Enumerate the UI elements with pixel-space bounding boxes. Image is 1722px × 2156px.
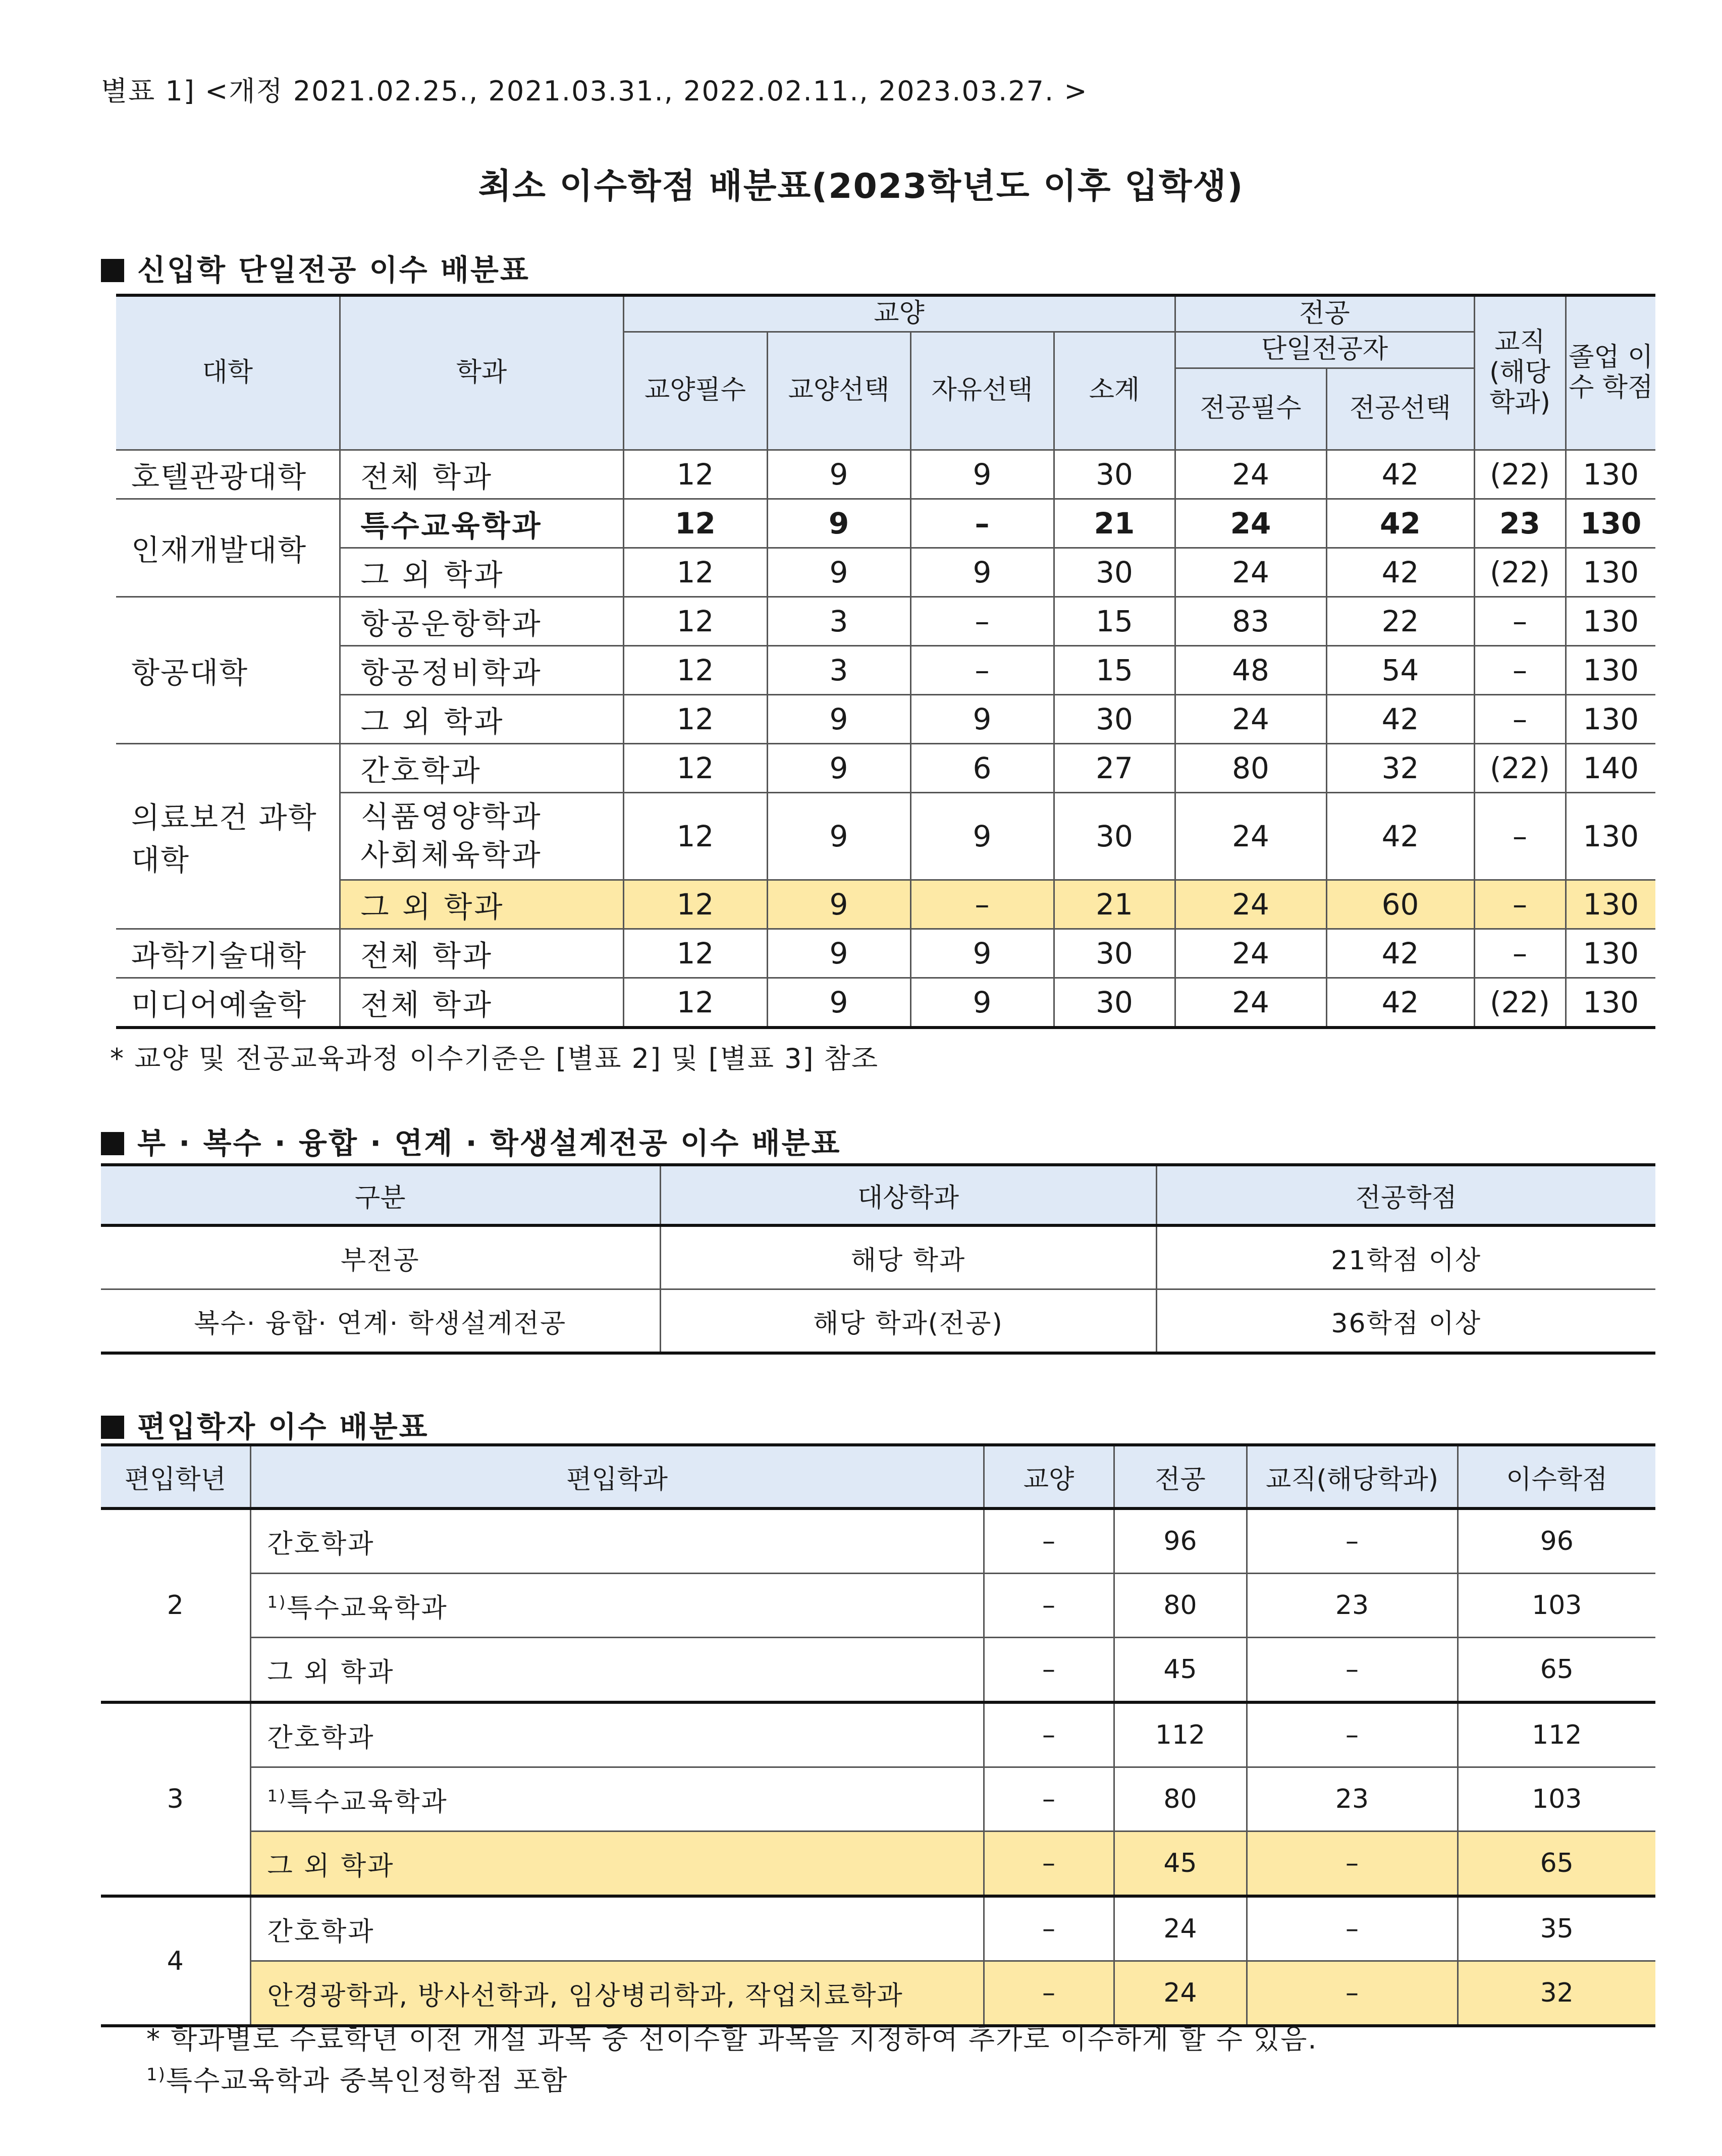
cell: 12 [623, 645, 767, 694]
cell: 3 [767, 645, 910, 694]
table-row [101, 1767, 1655, 1831]
cell: 15 [1054, 597, 1175, 645]
table-row [116, 978, 1655, 1028]
cell: 12 [623, 978, 767, 1028]
college-name: 의료보건 과학대학 [116, 743, 340, 929]
cell: 30 [1054, 450, 1175, 499]
section1-title: 신입학 단일전공 이수 배분표 [137, 253, 530, 287]
cell: 130 [1566, 450, 1655, 499]
dept-name: 특수교육학과 [287, 1593, 448, 1624]
cell: – [1474, 597, 1566, 645]
col-transfer-year: 편입학년 [101, 1445, 250, 1508]
cell: (22) [1474, 548, 1566, 597]
cell: 9 [767, 978, 910, 1028]
cell: 112 [1458, 1702, 1655, 1767]
cell: – [984, 1767, 1114, 1831]
footnote-mark: 1) [146, 2065, 166, 2085]
cell: 12 [623, 694, 767, 743]
square-bullet-icon [101, 1132, 124, 1155]
dept-name: 그 외 학과 [340, 880, 623, 929]
section3-heading [101, 1403, 429, 1445]
col-lib-required: 교양필수 [623, 332, 767, 450]
cell: 9 [767, 499, 910, 548]
cell: 9 [767, 792, 910, 880]
table-row [116, 792, 1655, 880]
cell: 9 [910, 978, 1054, 1028]
col-major-required: 전공필수 [1175, 368, 1326, 450]
cell: 80 [1114, 1767, 1247, 1831]
dept-name: 식품영양학과 사회체육학과 [340, 792, 623, 880]
transfer-table [101, 1443, 1655, 2027]
cell: – [984, 1896, 1114, 1961]
cell: 42 [1326, 548, 1474, 597]
dept-name: 안경광학과, 방사선학과, 임상병리학과, 작업치료학과 [250, 1961, 984, 2026]
cell: 130 [1566, 792, 1655, 880]
cell: 해당 학과 [660, 1225, 1156, 1289]
table-row [116, 548, 1655, 597]
document-title: 최소 이수학점 배분표(2023학년도 이후 입학생) [478, 167, 1244, 206]
cell: 24 [1175, 694, 1326, 743]
cell: 9 [910, 792, 1054, 880]
cell: 9 [767, 929, 910, 978]
dept-name: 그 외 학과 [340, 548, 623, 597]
col-major-elective: 전공선택 [1326, 368, 1474, 450]
table-row-highlighted [116, 880, 1655, 929]
cell: 3 [767, 597, 910, 645]
cell: 12 [623, 548, 767, 597]
dept-name: 항공정비학과 [340, 645, 623, 694]
cell: (22) [1474, 978, 1566, 1028]
cell: – [1247, 1508, 1458, 1574]
cell: 48 [1175, 645, 1326, 694]
cell: 24 [1175, 548, 1326, 597]
cell: 130 [1566, 597, 1655, 645]
cell: 130 [1566, 499, 1655, 548]
cell: 9 [767, 548, 910, 597]
dept-name: 그 외 학과 [250, 1831, 984, 1897]
dept-name: 간호학과 [340, 743, 623, 792]
cell: 15 [1054, 645, 1175, 694]
cell: 130 [1566, 694, 1655, 743]
cell: (22) [1474, 450, 1566, 499]
table-row [101, 1508, 1655, 1574]
cell: 96 [1458, 1508, 1655, 1574]
table-row [116, 929, 1655, 978]
cell: 9 [767, 694, 910, 743]
dept-name: 그 외 학과 [340, 694, 623, 743]
col-credits: 이수학점 [1458, 1445, 1655, 1508]
table-row [101, 1289, 1655, 1354]
cell: 21 [1054, 499, 1175, 548]
cell: 12 [623, 450, 767, 499]
square-bullet-icon [101, 1416, 124, 1439]
cell: 30 [1054, 929, 1175, 978]
table-row [116, 597, 1655, 645]
cell: 27 [1054, 743, 1175, 792]
cell: – [910, 880, 1054, 929]
dept-name: 전체 학과 [340, 929, 623, 978]
cell: 21 [1054, 880, 1175, 929]
table-row [116, 499, 1655, 548]
cell: 42 [1326, 450, 1474, 499]
cell: 12 [623, 597, 767, 645]
cell: 22 [1326, 597, 1474, 645]
table-row [101, 1225, 1655, 1289]
cell: 65 [1458, 1638, 1655, 1703]
dept-name: 전체 학과 [340, 450, 623, 499]
col-teaching: 교직 (해당 학과) [1474, 295, 1566, 450]
cell: 130 [1566, 645, 1655, 694]
cell: 45 [1114, 1638, 1247, 1703]
cell: 9 [910, 694, 1054, 743]
col-major: 전공 [1114, 1445, 1247, 1508]
cell: 12 [623, 929, 767, 978]
cell: 23 [1247, 1574, 1458, 1638]
cell: 42 [1326, 978, 1474, 1028]
cell: – [910, 499, 1054, 548]
table-row [101, 1702, 1655, 1767]
dept-name: 그 외 학과 [250, 1638, 984, 1703]
cell: 9 [910, 548, 1054, 597]
section2-heading [101, 1119, 841, 1162]
cell: 9 [767, 743, 910, 792]
cell: 96 [1114, 1508, 1247, 1574]
dept-name: 간호학과 [250, 1896, 984, 1961]
cell: 130 [1566, 929, 1655, 978]
cell: 24 [1175, 450, 1326, 499]
dept-name: 간호학과 [250, 1508, 984, 1574]
table-row [116, 743, 1655, 792]
footnote-1 [146, 2059, 568, 2098]
cell: (22) [1474, 743, 1566, 792]
table-row [116, 450, 1655, 499]
dept-name: 전체 학과 [340, 978, 623, 1028]
cell: 24 [1114, 1896, 1247, 1961]
col-college: 대학 [116, 295, 340, 450]
cell: 9 [910, 450, 1054, 499]
cell: 42 [1326, 499, 1474, 548]
cell: 24 [1175, 792, 1326, 880]
cell: – [1474, 929, 1566, 978]
college-name: 인재개발대학 [116, 499, 340, 597]
multi-major-table [101, 1163, 1655, 1355]
cell: 130 [1566, 548, 1655, 597]
year-cell: 4 [101, 1896, 250, 2026]
cell: 36학점 이상 [1156, 1289, 1655, 1354]
cell: 42 [1326, 694, 1474, 743]
cell: – [1247, 1702, 1458, 1767]
col-transfer-dept: 편입학과 [250, 1445, 984, 1508]
cell: 42 [1326, 929, 1474, 978]
table-row-highlighted [101, 1961, 1655, 2026]
cell: 12 [623, 792, 767, 880]
year-cell: 3 [101, 1702, 250, 1896]
table-row [101, 1574, 1655, 1638]
cell: – [1474, 792, 1566, 880]
cell: – [1247, 1961, 1458, 2026]
cell: 45 [1114, 1831, 1247, 1897]
cell: 23 [1247, 1767, 1458, 1831]
cell: 12 [623, 499, 767, 548]
cell: 24 [1175, 929, 1326, 978]
cell: – [1247, 1896, 1458, 1961]
section1-heading [101, 246, 530, 289]
footnote-mark: 1) [267, 1592, 287, 1612]
section3-title: 편입학자 이수 배분표 [137, 1410, 429, 1444]
cell: 103 [1458, 1574, 1655, 1638]
col-subtotal: 소계 [1054, 332, 1175, 450]
col-group-single-major: 단일전공자 [1175, 332, 1474, 368]
col-lib-elective: 교양선택 [767, 332, 910, 450]
cell: 30 [1054, 694, 1175, 743]
cell: 130 [1566, 880, 1655, 929]
table-row [116, 694, 1655, 743]
footnote-text: 특수교육학과 중복인정학점 포함 [166, 2065, 568, 2096]
table-row [101, 1896, 1655, 1961]
cell: 24 [1175, 978, 1326, 1028]
cell: 32 [1326, 743, 1474, 792]
cell: 80 [1114, 1574, 1247, 1638]
cell: 12 [623, 743, 767, 792]
section1-note: * 교양 및 전공교육과정 이수기준은 [별표 2] 및 [별표 3] 참조 [110, 1043, 879, 1074]
cell: – [1474, 880, 1566, 929]
cell: – [984, 1638, 1114, 1703]
col-graduation: 졸업 이수 학점 [1566, 295, 1655, 450]
cell: – [1474, 645, 1566, 694]
col-free-elective: 자유선택 [910, 332, 1054, 450]
cell: 130 [1566, 978, 1655, 1028]
cell: 12 [623, 880, 767, 929]
dept-name-with-footnote [250, 1767, 984, 1831]
college-name: 미디어예술학 [116, 978, 340, 1028]
col-category: 구분 [101, 1165, 660, 1225]
dept-name: 간호학과 [250, 1702, 984, 1767]
college-name: 과학기술대학 [116, 929, 340, 978]
cell: – [984, 1702, 1114, 1767]
col-group-major: 전공 [1175, 295, 1474, 332]
revision-note: 별표 1] <개정 2021.02.25., 2021.03.31., 2022.02.11., 2023.03.27. > [101, 75, 1088, 107]
dept-name-with-footnote [250, 1574, 984, 1638]
cell: 35 [1458, 1896, 1655, 1961]
single-major-table [116, 294, 1655, 1029]
cell: 9 [910, 929, 1054, 978]
dept-name: 특수교육학과 [340, 499, 623, 548]
cell: – [910, 597, 1054, 645]
footnote-mark: 1) [267, 1786, 287, 1806]
cell: 24 [1114, 1961, 1247, 2026]
col-liberal: 교양 [984, 1445, 1114, 1508]
cell: 112 [1114, 1702, 1247, 1767]
cell: 30 [1054, 978, 1175, 1028]
cell: 54 [1326, 645, 1474, 694]
table-row-highlighted [101, 1831, 1655, 1897]
cell: 24 [1175, 499, 1326, 548]
cell: 24 [1175, 880, 1326, 929]
col-group-liberal: 교양 [623, 295, 1175, 332]
cell: 복수· 융합· 연계· 학생설계전공 [101, 1289, 660, 1354]
section3-note: * 학과별로 수료학년 이전 개설 과목 중 선이수할 과목을 지정하여 추가로 이수하게 할 수 있음. [146, 2023, 1318, 2055]
cell: – [984, 1961, 1114, 2026]
cell: 30 [1054, 548, 1175, 597]
cell: – [910, 645, 1054, 694]
col-dept: 학과 [340, 295, 623, 450]
section2-title: 부 · 복수 · 융합 · 연계 · 학생설계전공 이수 배분표 [137, 1126, 841, 1160]
cell: 9 [767, 450, 910, 499]
col-major-credits: 전공학점 [1156, 1165, 1655, 1225]
cell: – [1247, 1831, 1458, 1897]
col-target-dept: 대상학과 [660, 1165, 1156, 1225]
cell: 65 [1458, 1831, 1655, 1897]
cell: – [984, 1831, 1114, 1897]
college-name: 호텔관광대학 [116, 450, 340, 499]
cell: – [1247, 1638, 1458, 1703]
cell: 42 [1326, 792, 1474, 880]
cell: 32 [1458, 1961, 1655, 2026]
cell: – [984, 1508, 1114, 1574]
cell: 83 [1175, 597, 1326, 645]
college-name: 항공대학 [116, 597, 340, 743]
cell: 부전공 [101, 1225, 660, 1289]
cell: – [1474, 694, 1566, 743]
cell: 140 [1566, 743, 1655, 792]
cell: 23 [1474, 499, 1566, 548]
cell: 30 [1054, 792, 1175, 880]
year-cell: 2 [101, 1508, 250, 1702]
dept-name: 특수교육학과 [287, 1787, 448, 1817]
cell: 해당 학과(전공) [660, 1289, 1156, 1354]
cell: 6 [910, 743, 1054, 792]
table-row [101, 1638, 1655, 1703]
square-bullet-icon [101, 259, 124, 282]
cell: – [984, 1574, 1114, 1638]
col-teaching: 교직(해당학과) [1247, 1445, 1458, 1508]
table-row [116, 645, 1655, 694]
dept-name: 항공운항학과 [340, 597, 623, 645]
cell: 80 [1175, 743, 1326, 792]
cell: 21학점 이상 [1156, 1225, 1655, 1289]
cell: 9 [767, 880, 910, 929]
cell: 60 [1326, 880, 1474, 929]
cell: 103 [1458, 1767, 1655, 1831]
